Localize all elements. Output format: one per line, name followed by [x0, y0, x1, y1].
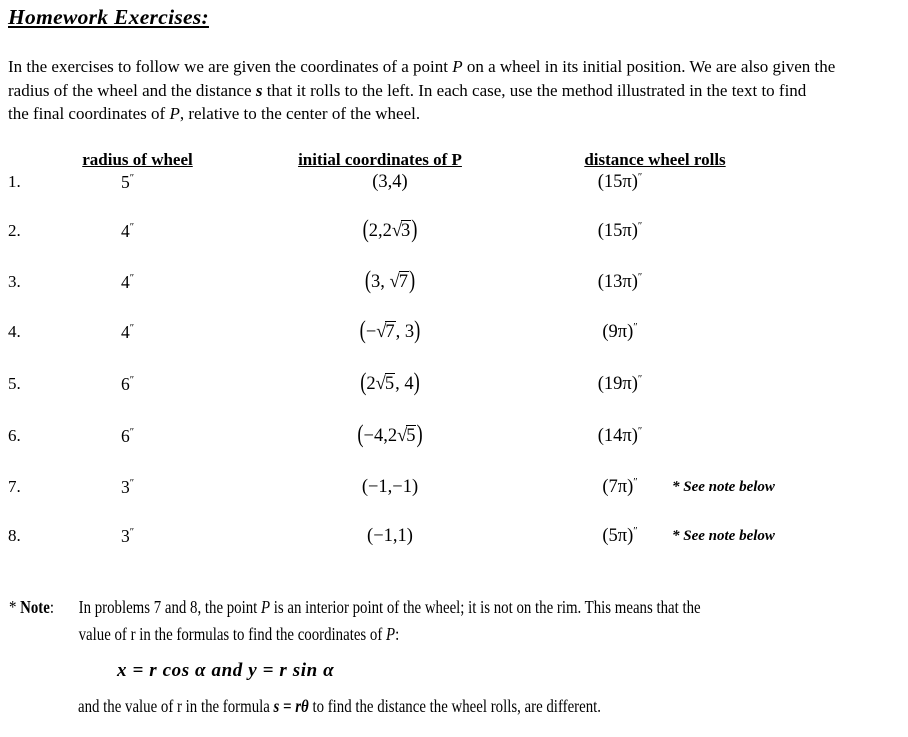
left-paren: (	[357, 421, 364, 449]
distance-value: (5π)″	[602, 526, 638, 546]
distance-value: (9π)″	[602, 322, 638, 342]
distance-value: (15π)″	[597, 221, 643, 241]
page-title: Homework Exercises:	[8, 5, 209, 29]
radical-icon: √	[375, 374, 385, 394]
inch-mark: ″	[637, 172, 643, 183]
radius-value: 4″	[120, 221, 135, 241]
coordinate-formula: x = r cos α and y = r sin α	[117, 660, 335, 681]
square-root: √7	[389, 272, 408, 292]
table-row	[0, 369, 908, 404]
inch-mark: ″	[129, 527, 135, 538]
see-note-annotation: * See note below	[672, 528, 775, 544]
radius-value: 6″	[120, 426, 135, 446]
initial-coordinates-value: (2,2√3)	[362, 216, 418, 244]
point-p-symbol: P	[261, 597, 271, 617]
row-number: 8.	[8, 526, 21, 545]
radius-value: 6″	[120, 374, 135, 394]
distance-value: (15π)″	[597, 172, 643, 192]
left-paren: (	[362, 216, 369, 244]
right-paren: )	[414, 317, 421, 345]
inch-mark: ″	[129, 273, 135, 284]
inch-mark: ″	[129, 173, 135, 184]
table-row	[0, 421, 908, 456]
footnote-line-1: In problems 7 and 8, the point P is an interior point of the wheel; it is not on the rim. This means that the	[78, 597, 701, 617]
square-root: √7	[376, 322, 395, 342]
intro-paragraph	[8, 55, 906, 126]
inch-mark: ″	[637, 426, 643, 437]
right-paren: )	[408, 267, 416, 295]
inch-mark: ″	[129, 323, 135, 334]
column-header-distance: distance wheel rolls	[584, 150, 726, 169]
radius-value: 4″	[120, 272, 135, 292]
right-paren: )	[413, 369, 420, 397]
right-paren: )	[416, 421, 423, 449]
radical-icon: √	[397, 426, 407, 446]
left-paren: (	[364, 267, 372, 295]
initial-coordinates-value: (−1,−1)	[361, 477, 419, 497]
table-row	[0, 172, 908, 202]
radical-icon: √	[376, 322, 386, 342]
radius-value: 3″	[120, 526, 135, 546]
initial-coordinates-value: (3,4)	[372, 172, 408, 192]
footnote-text	[79, 594, 701, 647]
distance-s-symbol: s	[255, 80, 263, 100]
radius-value: 4″	[120, 322, 135, 342]
closing-sentence: and the value of r in the formula s = rθ to find the distance the wheel rolls, are different.	[78, 696, 601, 716]
left-paren: (	[359, 317, 366, 345]
square-root: √5	[397, 426, 416, 446]
point-p-symbol: P	[169, 104, 180, 123]
row-number: 6.	[8, 426, 21, 445]
inch-mark: ″	[637, 374, 643, 385]
footnote-line-2: value of r in the formulas to find the coordinates of P:	[78, 623, 400, 644]
inch-mark: ″	[633, 322, 638, 333]
column-header-radius: radius of wheel	[82, 150, 193, 169]
radius-value: 5″	[120, 172, 135, 192]
square-root: √3	[391, 221, 411, 241]
initial-coordinates-value: (3, √7)	[364, 267, 416, 295]
inch-mark: ″	[633, 526, 638, 537]
inch-mark: ″	[129, 222, 135, 233]
inch-mark: ″	[637, 221, 643, 232]
point-p-symbol: P	[452, 57, 463, 76]
inch-mark: ″	[633, 477, 638, 488]
row-number: 3.	[8, 272, 21, 291]
distance-value: (13π)″	[597, 272, 643, 292]
radical-icon: √	[391, 221, 402, 241]
inch-mark: ″	[129, 427, 135, 438]
initial-coordinates-value: (−√7, 3)	[359, 317, 421, 345]
see-note-annotation: * See note below	[672, 479, 775, 495]
table-row	[0, 526, 908, 556]
table-row	[0, 317, 908, 352]
intro-line-2: radius of the wheel and the distance s that it rolls to the left. In each case, use the method illustrated in the text to find	[8, 80, 807, 100]
row-number: 4.	[8, 322, 21, 341]
footnote	[9, 594, 907, 647]
table-row	[0, 477, 908, 507]
row-number: 2.	[8, 221, 21, 240]
distance-value: (14π)″	[597, 426, 643, 446]
square-root: √5	[375, 374, 395, 394]
inch-mark: ″	[129, 478, 135, 489]
inch-mark: ″	[637, 272, 643, 283]
intro-line-3: the final coordinates of P, relative to the center of the wheel.	[8, 104, 421, 123]
initial-coordinates-value: (−1,1)	[367, 526, 413, 546]
footnote-label: * Note:	[9, 597, 54, 617]
distance-value: (7π)″	[602, 477, 638, 497]
column-header-coordinates: initial coordinates of P	[298, 150, 462, 169]
left-paren: (	[360, 369, 367, 397]
table-row	[0, 216, 908, 251]
distance-value: (19π)″	[597, 374, 643, 394]
initial-coordinates-value: (2√5, 4)	[360, 369, 420, 397]
intro-line-1: In the exercises to follow we are given the coordinates of a point P on a wheel in its initial position. We are also given the	[8, 57, 836, 76]
radius-value: 3″	[120, 477, 135, 497]
row-number: 1.	[8, 172, 21, 191]
row-number: 7.	[8, 477, 21, 496]
radical-icon: √	[389, 272, 399, 292]
arc-length-formula: s = rθ	[273, 696, 309, 716]
right-paren: )	[411, 216, 418, 244]
inch-mark: ″	[129, 375, 135, 386]
initial-coordinates-value: (−4,2√5)	[357, 421, 423, 449]
row-number: 5.	[8, 374, 21, 393]
point-p-symbol: P	[386, 623, 396, 644]
table-row	[0, 267, 908, 302]
